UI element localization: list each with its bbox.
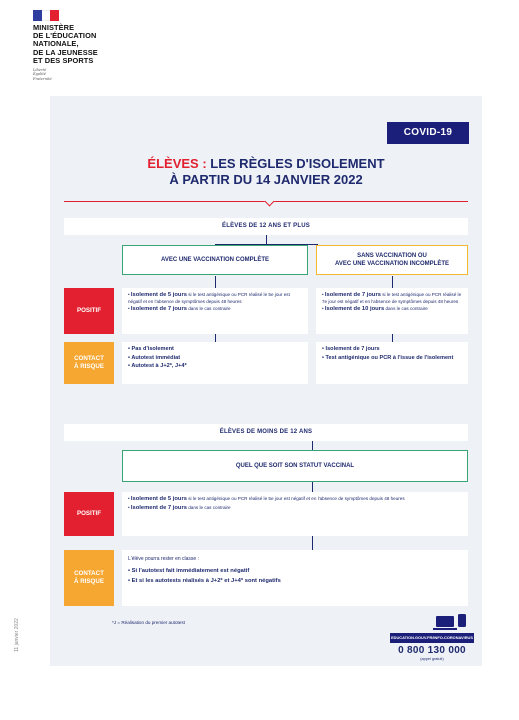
connector-line — [312, 482, 313, 492]
laptop-icon — [436, 616, 454, 627]
connector-line — [312, 441, 313, 450]
connector-line — [392, 276, 393, 288]
cell-unvacc-positif: • Isolement de 7 jours si le test antigénique ou PCR réalisé le 7e jour est négatif et en l'absence de symptômes depuis 48 heures • Isolement de 10 jours dans le cas contraire — [316, 288, 468, 334]
tag-contact-a-risque: CONTACT À RISQUE — [64, 342, 114, 384]
connector-line — [215, 276, 216, 288]
title-line1: LES RÈGLES D'ISOLEMENT — [206, 156, 385, 171]
list-item: • Test antigénique ou PCR à l'issue de l'isolement — [322, 355, 462, 363]
ministry-logo — [33, 10, 153, 81]
title-line2: À PARTIR DU 14 JANVIER 2022 — [169, 172, 363, 187]
info-url[interactable]: EDUCATION.GOUV.FR/INFO-CORONAVIRUS — [390, 633, 474, 643]
cell-under12-positif: • Isolement de 5 jours si le test antigénique ou PCR réalisé le 5e jour est négatif et en l'absence de symptômes depuis 48 heures • Isolement de 7 jours dans le cas contraire — [122, 492, 468, 536]
footnote: *J = Réalisation du premier autotest — [112, 620, 185, 625]
tag-contact-a-risque: CONTACT À RISQUE — [64, 550, 114, 606]
free-call-note: (appel gratuit) — [420, 657, 444, 661]
connector-line — [392, 334, 393, 342]
list-item: • Autotest à J+2*, J+4* — [128, 363, 302, 371]
cell-under12-contact — [122, 550, 468, 606]
ministry-name: MINISTÈRE DE L'ÉDUCATION NATIONALE, DE LA JEUNESSE ET DES SPORTS — [33, 23, 98, 65]
cell-vacc-positif: • Isolement de 5 jours si le test antigénique ou PCR réalisé le 5e jour est négatif et en l'absence de symptômes depuis 48 heures • Isolement de 7 jours dans le cas contraire — [122, 288, 308, 334]
helpline-number: 0 800 130 000 — [398, 645, 466, 656]
header-vaccination-complete: AVEC UNE VACCINATION COMPLÈTE — [122, 245, 308, 275]
title-highlight: ÉLÈVES : — [147, 156, 207, 171]
contact-intro: L'élève pourra rester en classe : — [128, 556, 199, 562]
smartphone-icon — [458, 614, 466, 627]
poster — [50, 96, 482, 666]
cell-vacc-contact — [122, 342, 308, 384]
list-item: • Isolement de 7 jours — [322, 346, 462, 354]
tag-positif: POSITIF — [64, 492, 114, 536]
list-item: • Si l'autotest fait immédiatement est négatif — [128, 567, 462, 575]
band-12-plus: ÉLÈVES DE 12 ANS ET PLUS — [64, 218, 468, 235]
header-vaccination-incomplete: SANS VACCINATION OU AVEC UNE VACCINATION INCOMPLÈTE — [316, 245, 468, 275]
list-item: • Autotest immédiat — [128, 355, 302, 363]
header-any-vaccination-status: QUEL QUE SOIT SON STATUT VACCINAL — [122, 450, 468, 482]
devices-icon — [436, 614, 466, 627]
covid-badge: COVID-19 — [387, 122, 469, 144]
side-date: 11 janvier 2022 — [14, 618, 20, 652]
cell-unvacc-contact — [316, 342, 468, 384]
connector-line — [266, 235, 267, 244]
band-under-12: ÉLÈVES DE MOINS DE 12 ANS — [64, 424, 468, 441]
connector-line — [215, 334, 216, 342]
tag-positif: POSITIF — [64, 288, 114, 334]
chevron-down-icon — [265, 197, 275, 207]
french-flag-icon — [33, 10, 59, 21]
list-item: • Pas d'isolement — [128, 346, 302, 354]
list-item: • Et si les autotests réalisés à J+2* et J+4* sont négatifs — [128, 577, 462, 585]
republic-motto: Liberté Égalité Fraternité — [33, 68, 52, 81]
connector-line — [312, 536, 313, 550]
poster-title — [50, 156, 482, 188]
